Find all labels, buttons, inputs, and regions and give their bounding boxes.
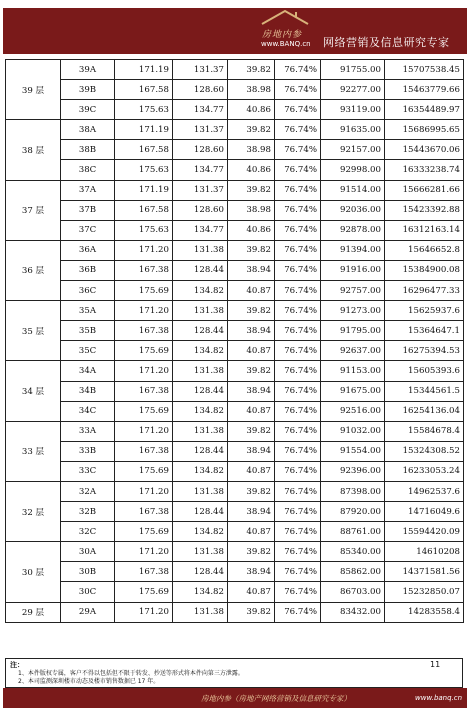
- cell-d: 76.74%: [275, 341, 321, 361]
- table-row: [6, 100, 464, 120]
- cell-c: 38.98: [228, 200, 275, 220]
- cell-d: 76.74%: [275, 180, 321, 200]
- cell-c: 40.87: [228, 341, 275, 361]
- cell-a: 171.20: [115, 602, 173, 622]
- table-row: [6, 301, 464, 321]
- cell-price: 92757.00: [321, 281, 385, 301]
- cell-c: 39.82: [228, 301, 275, 321]
- cell-b: 134.77: [173, 220, 228, 240]
- cell-unit: 30C: [61, 582, 115, 602]
- cell-d: 76.74%: [275, 60, 321, 80]
- table-row: [6, 60, 464, 80]
- table-row: [6, 120, 464, 140]
- header-title: 网络营销及信息研究专家: [323, 36, 450, 49]
- cell-d: 76.74%: [275, 582, 321, 602]
- table-row: [6, 562, 464, 582]
- cell-a: 171.20: [115, 240, 173, 260]
- cell-c: 38.98: [228, 140, 275, 160]
- cell-b: 128.60: [173, 80, 228, 100]
- cell-a: 167.38: [115, 381, 173, 401]
- cell-a: 171.20: [115, 481, 173, 501]
- logo-url: www.BANQ.cn: [261, 40, 311, 48]
- cell-unit: 37C: [61, 220, 115, 240]
- cell-unit: 35B: [61, 321, 115, 341]
- cell-price: 88761.00: [321, 522, 385, 542]
- cell-a: 167.38: [115, 562, 173, 582]
- cell-c: 40.86: [228, 160, 275, 180]
- table-row: [6, 160, 464, 180]
- cell-c: 39.82: [228, 240, 275, 260]
- cell-total: 14371581.56: [385, 562, 464, 582]
- cell-a: 175.63: [115, 160, 173, 180]
- cell-a: 171.19: [115, 120, 173, 140]
- floor-label: 36 层: [6, 240, 61, 300]
- cell-b: 131.38: [173, 361, 228, 381]
- cell-total: 16333238.74: [385, 160, 464, 180]
- table-row: [6, 140, 464, 160]
- table-row: [6, 421, 464, 441]
- cell-d: 76.74%: [275, 361, 321, 381]
- cell-d: 76.74%: [275, 240, 321, 260]
- footer-url: www.banq.cn: [415, 694, 463, 702]
- cell-a: 171.19: [115, 60, 173, 80]
- cell-b: 134.77: [173, 160, 228, 180]
- cell-b: 131.38: [173, 481, 228, 501]
- cell-b: 128.44: [173, 441, 228, 461]
- cell-b: 134.82: [173, 582, 228, 602]
- cell-price: 92637.00: [321, 341, 385, 361]
- cell-c: 39.82: [228, 602, 275, 622]
- cell-b: 131.38: [173, 301, 228, 321]
- cell-total: 15364647.1: [385, 321, 464, 341]
- cell-c: 38.94: [228, 562, 275, 582]
- table-row: [6, 522, 464, 542]
- cell-b: 128.60: [173, 140, 228, 160]
- cell-price: 85340.00: [321, 542, 385, 562]
- cell-unit: 39C: [61, 100, 115, 120]
- table-row: [6, 381, 464, 401]
- floor-label: 34 层: [6, 361, 61, 421]
- cell-total: 15666281.66: [385, 180, 464, 200]
- cell-total: 15324308.52: [385, 441, 464, 461]
- cell-total: 16254136.04: [385, 401, 464, 421]
- cell-price: 83432.00: [321, 602, 385, 622]
- cell-d: 76.74%: [275, 80, 321, 100]
- cell-unit: 32A: [61, 481, 115, 501]
- cell-c: 40.87: [228, 461, 275, 481]
- cell-b: 134.77: [173, 100, 228, 120]
- cell-b: 131.37: [173, 180, 228, 200]
- table-row: [6, 260, 464, 280]
- cell-c: 39.82: [228, 481, 275, 501]
- cell-d: 76.74%: [275, 481, 321, 501]
- cell-price: 91635.00: [321, 120, 385, 140]
- cell-b: 134.82: [173, 341, 228, 361]
- table-row: [6, 602, 464, 622]
- cell-c: 39.82: [228, 361, 275, 381]
- cell-price: 92516.00: [321, 401, 385, 421]
- cell-total: 16275394.53: [385, 341, 464, 361]
- cell-c: 40.87: [228, 582, 275, 602]
- table-row: [6, 220, 464, 240]
- cell-unit: 33C: [61, 461, 115, 481]
- note-line-1: 1、本件版权专属，客户不得以包括但不限于转发、抄送等形式将本件向第三方泄露。: [18, 670, 244, 677]
- cell-total: 15605393.6: [385, 361, 464, 381]
- cell-total: 15594420.09: [385, 522, 464, 542]
- cell-d: 76.74%: [275, 321, 321, 341]
- cell-b: 134.82: [173, 401, 228, 421]
- cell-unit: 38C: [61, 160, 115, 180]
- cell-a: 175.69: [115, 341, 173, 361]
- cell-price: 91273.00: [321, 301, 385, 321]
- cell-d: 76.74%: [275, 421, 321, 441]
- cell-c: 40.86: [228, 100, 275, 120]
- cell-price: 92396.00: [321, 461, 385, 481]
- cell-b: 131.38: [173, 240, 228, 260]
- cell-total: 15707538.45: [385, 60, 464, 80]
- cell-price: 91394.00: [321, 240, 385, 260]
- cell-b: 128.44: [173, 502, 228, 522]
- cell-a: 167.38: [115, 260, 173, 280]
- table-row: [6, 180, 464, 200]
- cell-d: 76.74%: [275, 542, 321, 562]
- cell-total: 16233053.24: [385, 461, 464, 481]
- notes-title: 注：: [10, 661, 24, 669]
- cell-d: 76.74%: [275, 461, 321, 481]
- cell-c: 40.86: [228, 220, 275, 240]
- cell-b: 128.60: [173, 200, 228, 220]
- page-footer: [3, 688, 467, 708]
- cell-unit: 32B: [61, 502, 115, 522]
- cell-c: 40.87: [228, 401, 275, 421]
- cell-c: 38.94: [228, 321, 275, 341]
- cell-d: 76.74%: [275, 260, 321, 280]
- notes-box: [5, 658, 463, 688]
- cell-unit: 29A: [61, 602, 115, 622]
- cell-b: 128.44: [173, 260, 228, 280]
- cell-unit: 30A: [61, 542, 115, 562]
- cell-unit: 39B: [61, 80, 115, 100]
- table-row: [6, 461, 464, 481]
- cell-unit: 36C: [61, 281, 115, 301]
- cell-a: 175.63: [115, 220, 173, 240]
- floor-label: 30 层: [6, 542, 61, 602]
- floor-label: 33 层: [6, 421, 61, 481]
- table-row: [6, 80, 464, 100]
- table-row: [6, 240, 464, 260]
- page-header: [0, 0, 467, 55]
- cell-a: 175.69: [115, 401, 173, 421]
- cell-b: 128.44: [173, 321, 228, 341]
- cell-a: 171.20: [115, 542, 173, 562]
- cell-price: 87398.00: [321, 481, 385, 501]
- cell-a: 175.69: [115, 281, 173, 301]
- cell-price: 91795.00: [321, 321, 385, 341]
- cell-c: 38.94: [228, 381, 275, 401]
- cell-a: 171.19: [115, 180, 173, 200]
- footer-text: 房地内参（房地产网络营销及信息研究专家）: [201, 694, 351, 703]
- cell-unit: 37B: [61, 200, 115, 220]
- cell-total: 15625937.6: [385, 301, 464, 321]
- floor-label: 38 层: [6, 120, 61, 180]
- table-row: [6, 582, 464, 602]
- cell-a: 171.20: [115, 421, 173, 441]
- table-row: [6, 441, 464, 461]
- cell-a: 175.69: [115, 461, 173, 481]
- cell-c: 39.82: [228, 60, 275, 80]
- cell-d: 76.74%: [275, 200, 321, 220]
- cell-total: 16312163.14: [385, 220, 464, 240]
- cell-price: 91916.00: [321, 260, 385, 280]
- table-row: [6, 361, 464, 381]
- cell-c: 40.87: [228, 522, 275, 542]
- table-row: [6, 200, 464, 220]
- cell-a: 167.38: [115, 321, 173, 341]
- cell-total: 16296477.33: [385, 281, 464, 301]
- cell-total: 15686995.65: [385, 120, 464, 140]
- cell-b: 131.37: [173, 60, 228, 80]
- cell-total: 15463779.66: [385, 80, 464, 100]
- cell-unit: 30B: [61, 562, 115, 582]
- cell-price: 92878.00: [321, 220, 385, 240]
- cell-a: 167.38: [115, 441, 173, 461]
- cell-b: 131.38: [173, 542, 228, 562]
- cell-a: 167.58: [115, 140, 173, 160]
- cell-b: 131.38: [173, 602, 228, 622]
- table-row: [6, 341, 464, 361]
- cell-total: 15423392.88: [385, 200, 464, 220]
- cell-unit: 33B: [61, 441, 115, 461]
- cell-d: 76.74%: [275, 502, 321, 522]
- cell-price: 93119.00: [321, 100, 385, 120]
- cell-total: 14283558.4: [385, 602, 464, 622]
- cell-total: 15646652.8: [385, 240, 464, 260]
- cell-c: 40.87: [228, 281, 275, 301]
- cell-d: 76.74%: [275, 562, 321, 582]
- cell-c: 39.82: [228, 421, 275, 441]
- cell-unit: 36A: [61, 240, 115, 260]
- cell-total: 15384900.08: [385, 260, 464, 280]
- cell-unit: 33A: [61, 421, 115, 441]
- cell-price: 85862.00: [321, 562, 385, 582]
- cell-total: 15232850.07: [385, 582, 464, 602]
- cell-d: 76.74%: [275, 281, 321, 301]
- cell-total: 14716049.6: [385, 502, 464, 522]
- table-row: [6, 542, 464, 562]
- cell-d: 76.74%: [275, 522, 321, 542]
- floor-label: 35 层: [6, 301, 61, 361]
- cell-d: 76.74%: [275, 441, 321, 461]
- cell-price: 91554.00: [321, 441, 385, 461]
- cell-c: 38.94: [228, 260, 275, 280]
- cell-d: 76.74%: [275, 220, 321, 240]
- cell-unit: 34A: [61, 361, 115, 381]
- cell-a: 175.69: [115, 522, 173, 542]
- cell-price: 92998.00: [321, 160, 385, 180]
- cell-total: 15443670.06: [385, 140, 464, 160]
- floor-label: 39 层: [6, 60, 61, 120]
- cell-total: 14962537.6: [385, 481, 464, 501]
- cell-d: 76.74%: [275, 140, 321, 160]
- cell-a: 175.69: [115, 582, 173, 602]
- cell-b: 131.37: [173, 120, 228, 140]
- cell-c: 39.82: [228, 542, 275, 562]
- cell-c: 39.82: [228, 120, 275, 140]
- table-row: [6, 481, 464, 501]
- cell-price: 91514.00: [321, 180, 385, 200]
- cell-a: 167.58: [115, 200, 173, 220]
- cell-d: 76.74%: [275, 381, 321, 401]
- cell-a: 175.63: [115, 100, 173, 120]
- cell-unit: 39A: [61, 60, 115, 80]
- cell-unit: 34C: [61, 401, 115, 421]
- cell-b: 128.44: [173, 381, 228, 401]
- cell-unit: 32C: [61, 522, 115, 542]
- logo-text: 房地内参: [262, 30, 303, 40]
- cell-price: 87920.00: [321, 502, 385, 522]
- unit-price-table: [5, 59, 464, 623]
- cell-c: 39.82: [228, 180, 275, 200]
- table-row: [6, 401, 464, 421]
- cell-d: 76.74%: [275, 301, 321, 321]
- cell-c: 38.94: [228, 441, 275, 461]
- cell-b: 134.82: [173, 461, 228, 481]
- cell-d: 76.74%: [275, 120, 321, 140]
- cell-a: 167.38: [115, 502, 173, 522]
- table-row: [6, 502, 464, 522]
- table-row: [6, 321, 464, 341]
- cell-unit: 37A: [61, 180, 115, 200]
- floor-label: 29 层: [6, 602, 61, 622]
- cell-b: 131.38: [173, 421, 228, 441]
- page-number: 11: [430, 660, 441, 669]
- cell-c: 38.98: [228, 80, 275, 100]
- cell-c: 38.94: [228, 502, 275, 522]
- cell-a: 167.58: [115, 80, 173, 100]
- cell-total: 15344561.5: [385, 381, 464, 401]
- cell-price: 91032.00: [321, 421, 385, 441]
- cell-price: 91755.00: [321, 60, 385, 80]
- cell-b: 134.82: [173, 281, 228, 301]
- cell-a: 171.20: [115, 361, 173, 381]
- floor-label: 37 层: [6, 180, 61, 240]
- cell-price: 91153.00: [321, 361, 385, 381]
- cell-b: 134.82: [173, 522, 228, 542]
- cell-unit: 38A: [61, 120, 115, 140]
- cell-unit: 35A: [61, 301, 115, 321]
- cell-price: 91675.00: [321, 381, 385, 401]
- cell-d: 76.74%: [275, 100, 321, 120]
- cell-unit: 35C: [61, 341, 115, 361]
- cell-unit: 38B: [61, 140, 115, 160]
- cell-price: 92277.00: [321, 80, 385, 100]
- floor-label: 32 层: [6, 481, 61, 541]
- cell-a: 171.20: [115, 301, 173, 321]
- cell-price: 92036.00: [321, 200, 385, 220]
- cell-total: 15584678.4: [385, 421, 464, 441]
- cell-total: 16354489.97: [385, 100, 464, 120]
- cell-unit: 36B: [61, 260, 115, 280]
- table-row: [6, 281, 464, 301]
- cell-price: 92157.00: [321, 140, 385, 160]
- cell-b: 128.44: [173, 562, 228, 582]
- cell-price: 86703.00: [321, 582, 385, 602]
- cell-d: 76.74%: [275, 160, 321, 180]
- cell-d: 76.74%: [275, 401, 321, 421]
- note-line-2: 2、本司监测深圳楼市动态及楼市销售数据已 17 年。: [18, 678, 160, 685]
- cell-total: 14610208: [385, 542, 464, 562]
- cell-unit: 34B: [61, 381, 115, 401]
- cell-d: 76.74%: [275, 602, 321, 622]
